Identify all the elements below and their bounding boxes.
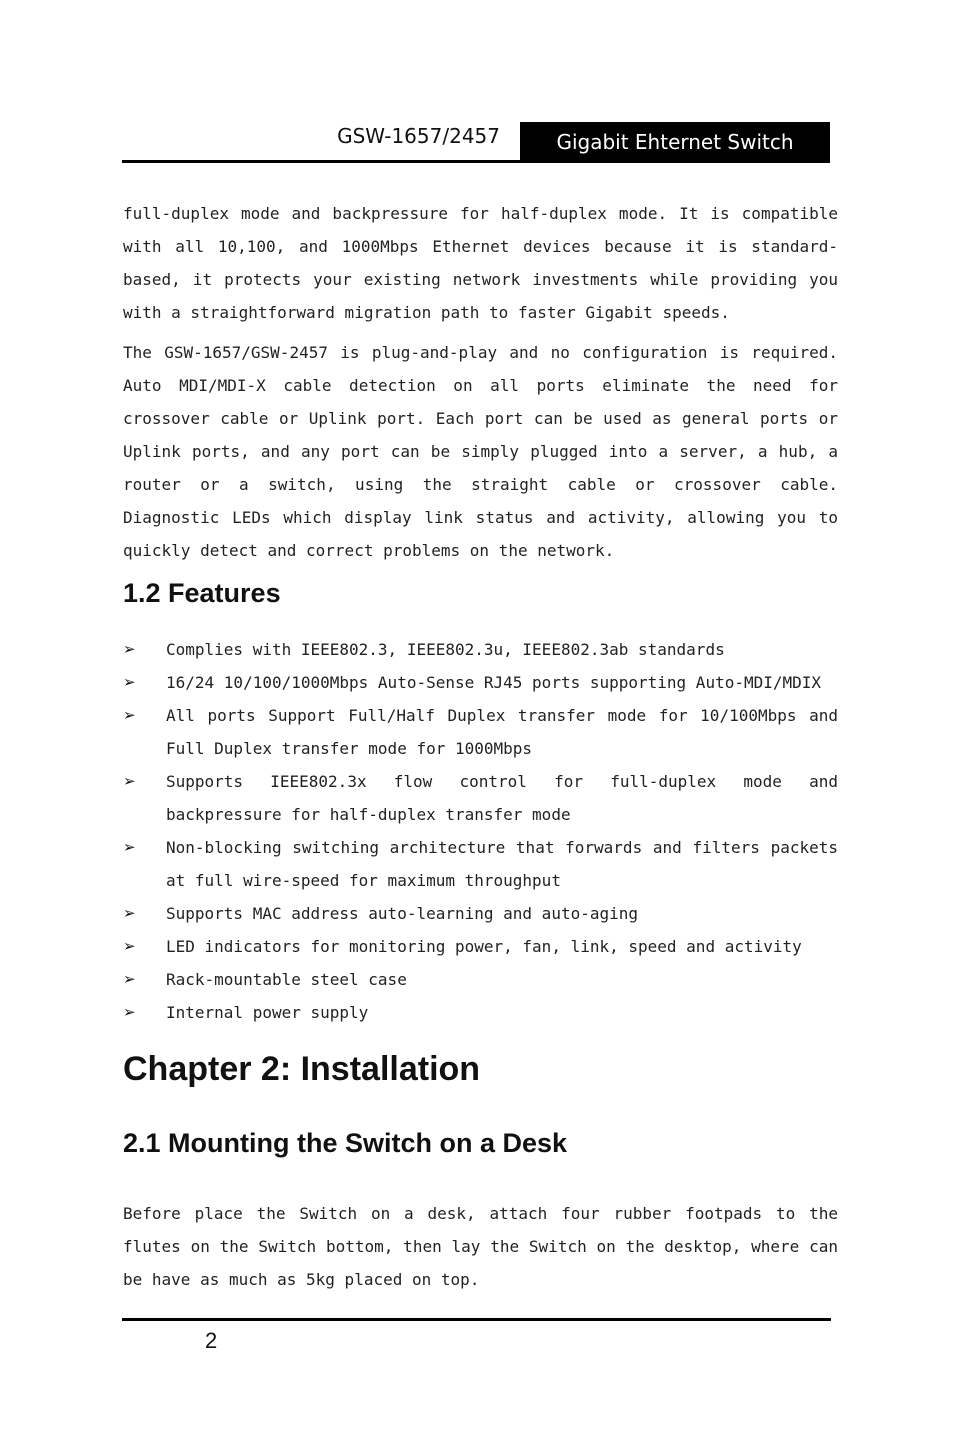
header-model: GSW-1657/2457 [337,124,500,148]
arrow-bullet-icon: ➢ [123,838,136,856]
feature-text: Internal power supply [166,1003,369,1022]
page-number: 2 [205,1328,218,1353]
paragraph-plug-and-play: The GSW-1657/GSW-2457 is plug-and-play and no configuration is required. Auto MDI/MDI-X cable detection on all ports eliminate the need for crossover cable or Uplink port. Each port can be used as general ports or Uplink ports, and any port can be simply plugged into a server, a hub, a router or a switch, using the straight cable or crossover cable. Diagnostic LEDs which display link status and activity, allowing you to quickly detect and correct problems on the network. [123,343,838,560]
feature-text: Complies with IEEE802.3, IEEE802.3u, IEEE802.3ab standards [166,640,725,659]
list-item [123,765,838,831]
arrow-bullet-icon: ➢ [123,937,136,955]
feature-text: Rack-mountable steel case [166,970,407,989]
feature-text: All ports Support Full/Half Duplex transfer mode for 10/100Mbps and Full Duplex transfer mode for 1000Mbps [166,706,838,758]
page-header [122,120,830,164]
paragraph-desk-mounting: Before place the Switch on a desk, attach four rubber footpads to the flutes on the Switch bottom, then lay the Switch on the desktop, where can be have as much as 5kg placed on top. [123,1204,838,1289]
arrow-bullet-icon: ➢ [123,673,136,691]
arrow-bullet-icon: ➢ [123,970,136,988]
arrow-bullet-icon: ➢ [123,640,136,658]
list-item [123,831,838,897]
arrow-bullet-icon: ➢ [123,706,136,724]
footer-rule [122,1318,831,1321]
list-item [123,633,838,666]
header-rule [122,160,830,163]
arrow-bullet-icon: ➢ [123,1003,136,1021]
feature-text: 16/24 10/100/1000Mbps Auto-Sense RJ45 ports supporting Auto-MDI/MDIX [166,673,822,692]
features-list [123,633,838,1029]
paragraph-intro-continued: full-duplex mode and backpressure for half-duplex mode. It is compatible with all 10,100, and 1000Mbps Ethernet devices because it is standard-based, it protects your existing network investments while providing you with a straightforward migration path to faster Gigabit speeds. [123,204,838,322]
feature-text: LED indicators for monitoring power, fan, link, speed and activity [166,937,802,956]
arrow-bullet-icon: ➢ [123,772,136,790]
chapter-title: Chapter 2: Installation [123,1050,481,1088]
feature-text: Supports IEEE802.3x flow control for full-duplex mode and backpressure for half-duplex transfer mode [166,772,838,824]
list-item [123,963,838,996]
list-item [123,897,838,930]
list-item [123,930,838,963]
feature-text: Supports MAC address auto-learning and auto-aging [166,904,639,923]
features-heading: 1.2 Features [123,578,281,608]
mounting-section-heading: 2.1 Mounting the Switch on a Desk [123,1128,568,1158]
list-item [123,996,838,1029]
arrow-bullet-icon: ➢ [123,904,136,922]
list-item [123,666,838,699]
header-tagline-box [520,122,830,160]
feature-text: Non-blocking switching architecture that forwards and filters packets at full wire-speed for maximum throughput [166,838,838,890]
header-tagline: Gigabit Ehternet Switch [556,130,794,154]
list-item [123,699,838,765]
